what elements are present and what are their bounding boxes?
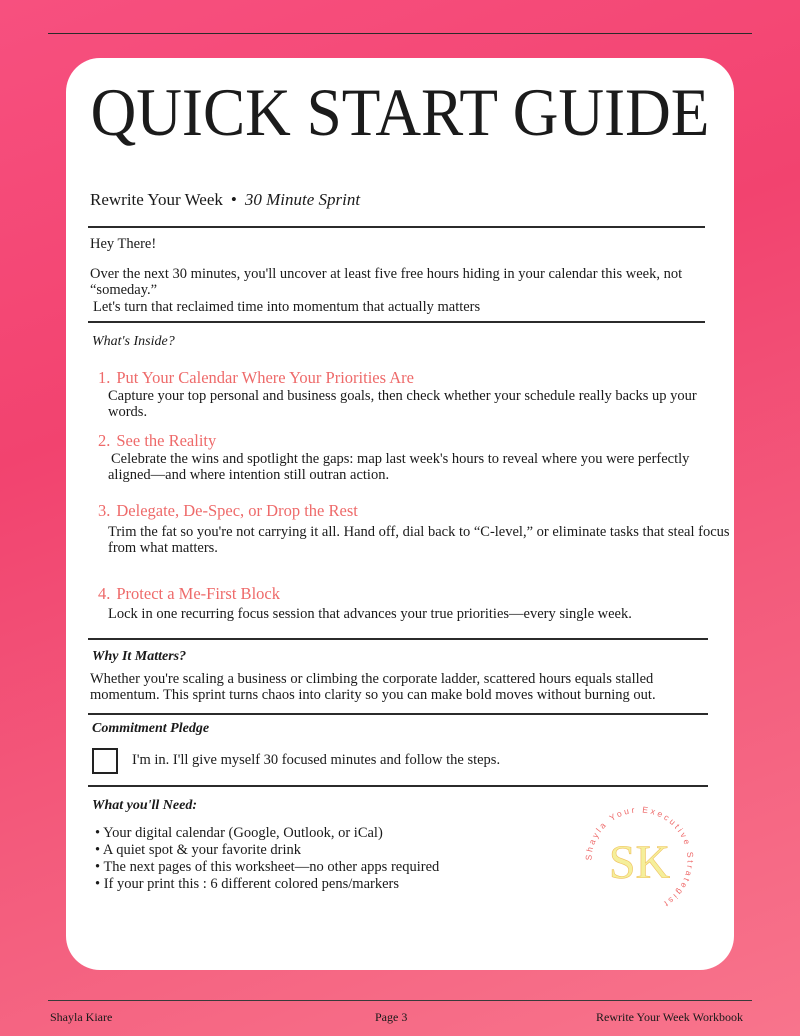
subtitle-separator: • (230, 190, 237, 209)
item-title-text: Delegate, De-Spec, or Drop the Rest (116, 501, 358, 520)
bottom-divider (48, 1000, 752, 1001)
intro-line: “someday.” (90, 282, 158, 298)
intro-greeting: Hey There! (90, 236, 157, 252)
inside-item-title (98, 431, 216, 451)
item-description: aligned—and where intention still outran action. (108, 467, 390, 483)
divider (88, 638, 708, 640)
footer-workbook-title: Rewrite Your Week Workbook (596, 1010, 743, 1024)
item-title-text: Put Your Calendar Where Your Priorities Are (116, 368, 414, 387)
item-number: 3. (98, 501, 111, 520)
item-description: Capture your top personal and business goals, then check whether your schedule really backs up your (108, 388, 697, 404)
page-title: QUICK START GUIDE (90, 74, 710, 150)
intro-line: Over the next 30 minutes, you'll uncover at least five free hours hiding in your calendar this week, not (90, 266, 683, 282)
why-heading: Why It Matters? (92, 649, 187, 664)
list-item: • A quiet spot & your favorite drink (95, 842, 302, 858)
logo-initials: SK (608, 836, 671, 889)
why-text: momentum. This sprint turns chaos into clarity so you can make bold moves without burning out. (90, 687, 656, 703)
brand-logo (577, 798, 702, 923)
pledge-text: I'm in. I'll give myself 30 focused minutes and follow the steps. (132, 752, 501, 768)
divider (88, 785, 708, 787)
item-number: 1. (98, 368, 111, 387)
item-description: words. (108, 404, 148, 420)
list-item: • The next pages of this worksheet—no other apps required (95, 859, 440, 875)
divider (88, 226, 705, 228)
item-number: 2. (98, 431, 111, 450)
inside-item-title (98, 501, 358, 521)
item-description: Trim the fat so you're not carrying it all. Hand off, dial back to “C-level,” or eliminate tasks that steal focus (108, 524, 730, 540)
pledge-heading: Commitment Pledge (92, 721, 210, 736)
logo-ring-text: Shayla Your Executive Strategist (583, 804, 696, 911)
list-item: • Your digital calendar (Google, Outlook, or iCal) (95, 825, 383, 841)
item-description: from what matters. (108, 540, 218, 556)
item-title-text: See the Reality (116, 431, 217, 450)
needs-heading: What you'll Need: (92, 798, 197, 813)
item-description: Lock in one recurring focus session that advances your true priorities—every single week. (108, 606, 632, 622)
pledge-checkbox[interactable] (92, 748, 118, 774)
subtitle-sprint: 30 Minute Sprint (244, 190, 361, 209)
footer-page-number: Page 3 (375, 1010, 408, 1024)
subtitle-workbook: Rewrite Your Week (90, 190, 223, 209)
footer-author: Shayla Kiare (50, 1010, 113, 1024)
intro-line: Let's turn that reclaimed time into momentum that actually matters (93, 299, 481, 315)
subtitle (90, 190, 360, 210)
item-title-text: Protect a Me-First Block (116, 584, 280, 603)
inside-item-title (98, 584, 280, 604)
divider (88, 321, 705, 323)
inside-item-title (98, 368, 414, 388)
item-number: 4. (98, 584, 111, 603)
item-description: Celebrate the wins and spotlight the gaps: map last week's hours to reveal where you were perfectly (111, 451, 690, 467)
divider (88, 713, 708, 715)
needs-list (95, 825, 439, 893)
top-divider (48, 33, 752, 34)
list-item: • If your print this : 6 different colored pens/markers (95, 876, 399, 892)
why-text: Whether you're scaling a business or climbing the corporate ladder, scattered hours equals stalled (90, 671, 654, 687)
whats-inside-heading: What's Inside? (92, 334, 175, 349)
